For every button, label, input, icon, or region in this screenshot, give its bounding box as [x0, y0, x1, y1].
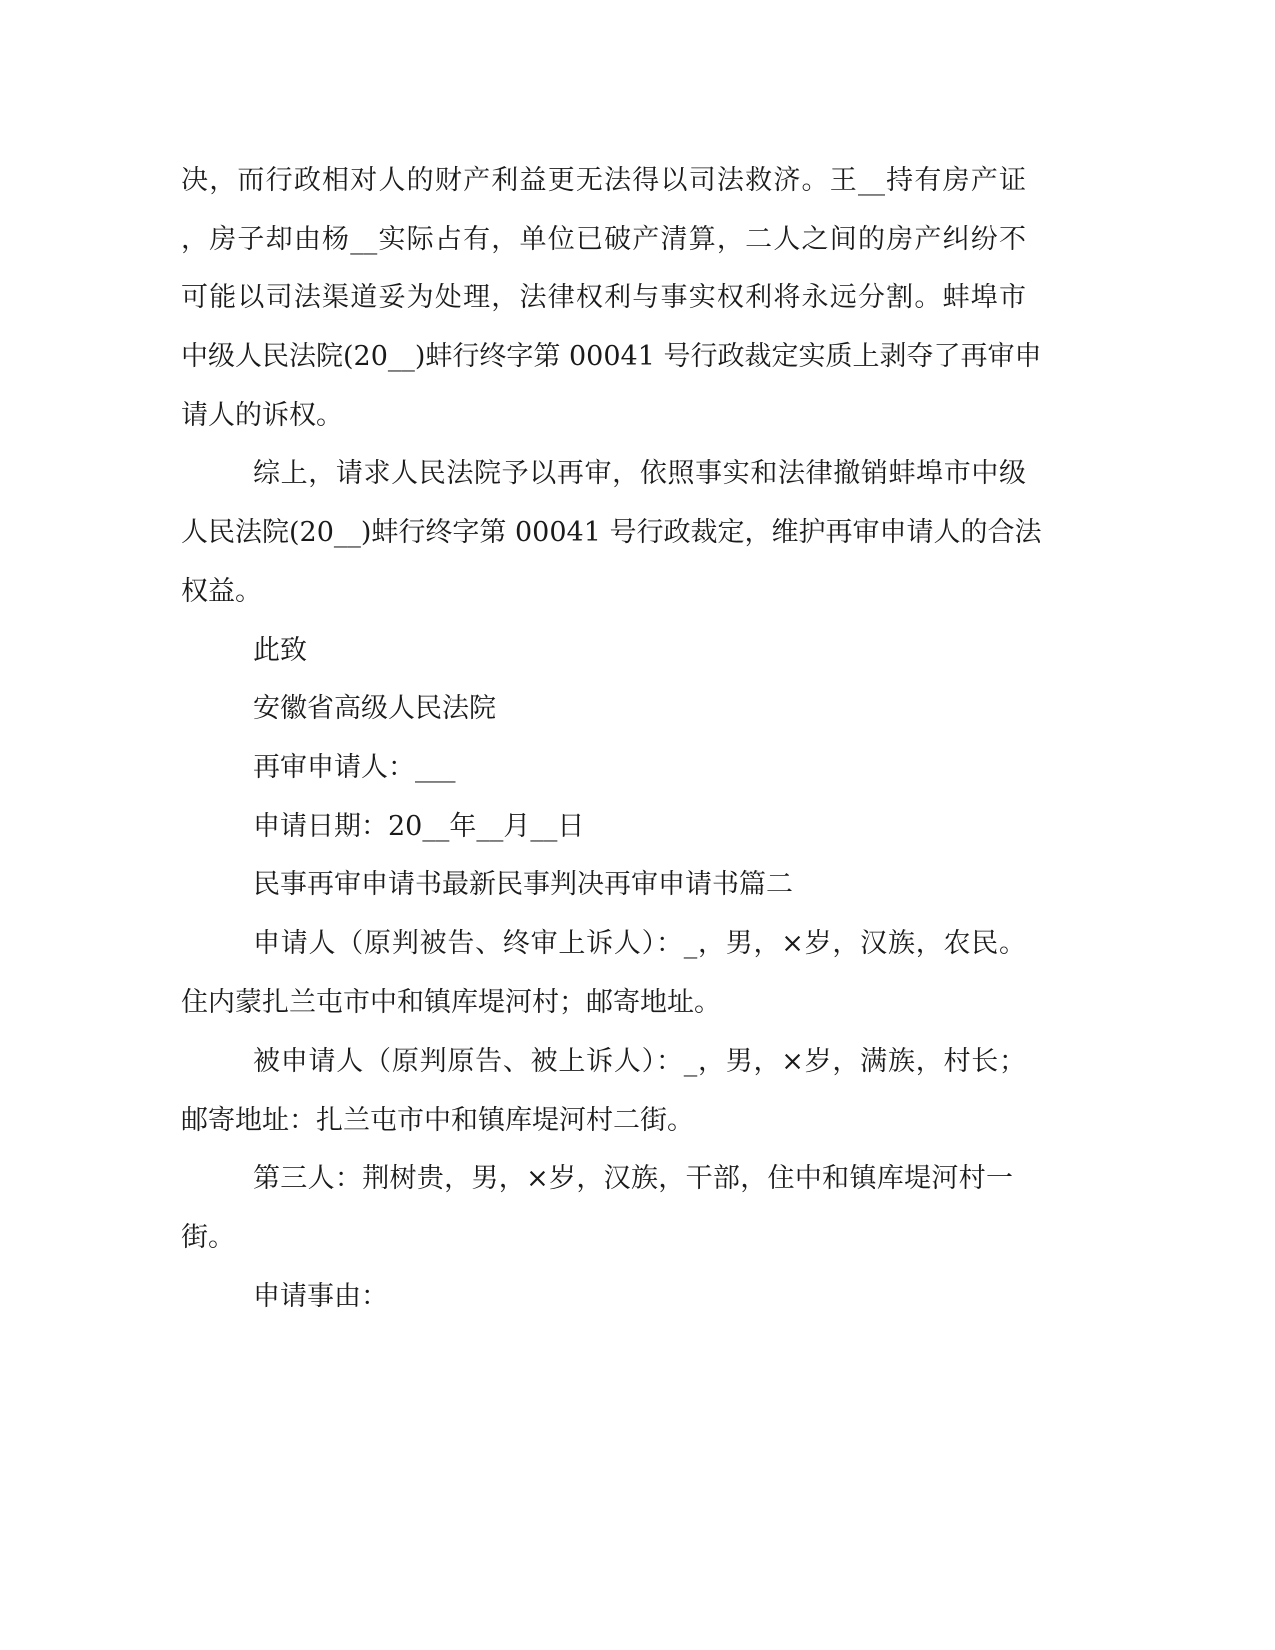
paragraph-line: 第三人：荆树贵，男，×岁，汉族，干部，住中和镇库堤河村一 [253, 1163, 1013, 1194]
paragraph-line: 申请事由： [253, 1281, 388, 1312]
paragraph-line: 邮寄地址：扎兰屯市中和镇库堤河村二街。 [181, 1105, 694, 1136]
paragraph-line: 决，而行政相对人的财产利益更无法得以司法救济。王__持有房产证 [181, 165, 1026, 196]
applicant-signature: 再审申请人：___ [253, 752, 456, 783]
paragraph-line: 申请人（原判被告、终审上诉人）：_，男，×岁，汉族，农民。 [253, 928, 1026, 959]
paragraph-line: 综上，请求人民法院予以再审，依照事实和法律撤销蚌埠市中级 [253, 458, 1026, 489]
paragraph-line: 街。 [181, 1222, 235, 1253]
paragraph-line: 住内蒙扎兰屯市中和镇库堤河村；邮寄地址。 [181, 987, 721, 1018]
section-heading: 民事再审申请书最新民事判决再审申请书篇二 [253, 869, 793, 900]
recipient-court: 安徽省高级人民法院 [253, 693, 496, 724]
paragraph-line: ，房子却由杨__实际占有，单位已破产清算，二人之间的房产纠纷不 [181, 224, 1026, 255]
paragraph-line: 中级人民法院(20__)蚌行终字第 00041 号行政裁定实质上剥夺了再审申 [181, 341, 1042, 372]
paragraph-line: 被申请人（原判原告、被上诉人）：_，男，×岁，满族，村长； [253, 1046, 1026, 1077]
salutation: 此致 [253, 635, 307, 666]
paragraph-line: 权益。 [181, 576, 262, 607]
paragraph-line: 可能以司法渠道妥为处理，法律权利与事实权利将永远分割。蚌埠市 [181, 282, 1026, 313]
application-date: 申请日期：20__年__月__日 [253, 811, 585, 842]
paragraph-line: 人民法院(20__)蚌行终字第 00041 号行政裁定，维护再审申请人的合法 [181, 517, 1042, 548]
paragraph-line: 请人的诉权。 [181, 400, 343, 431]
